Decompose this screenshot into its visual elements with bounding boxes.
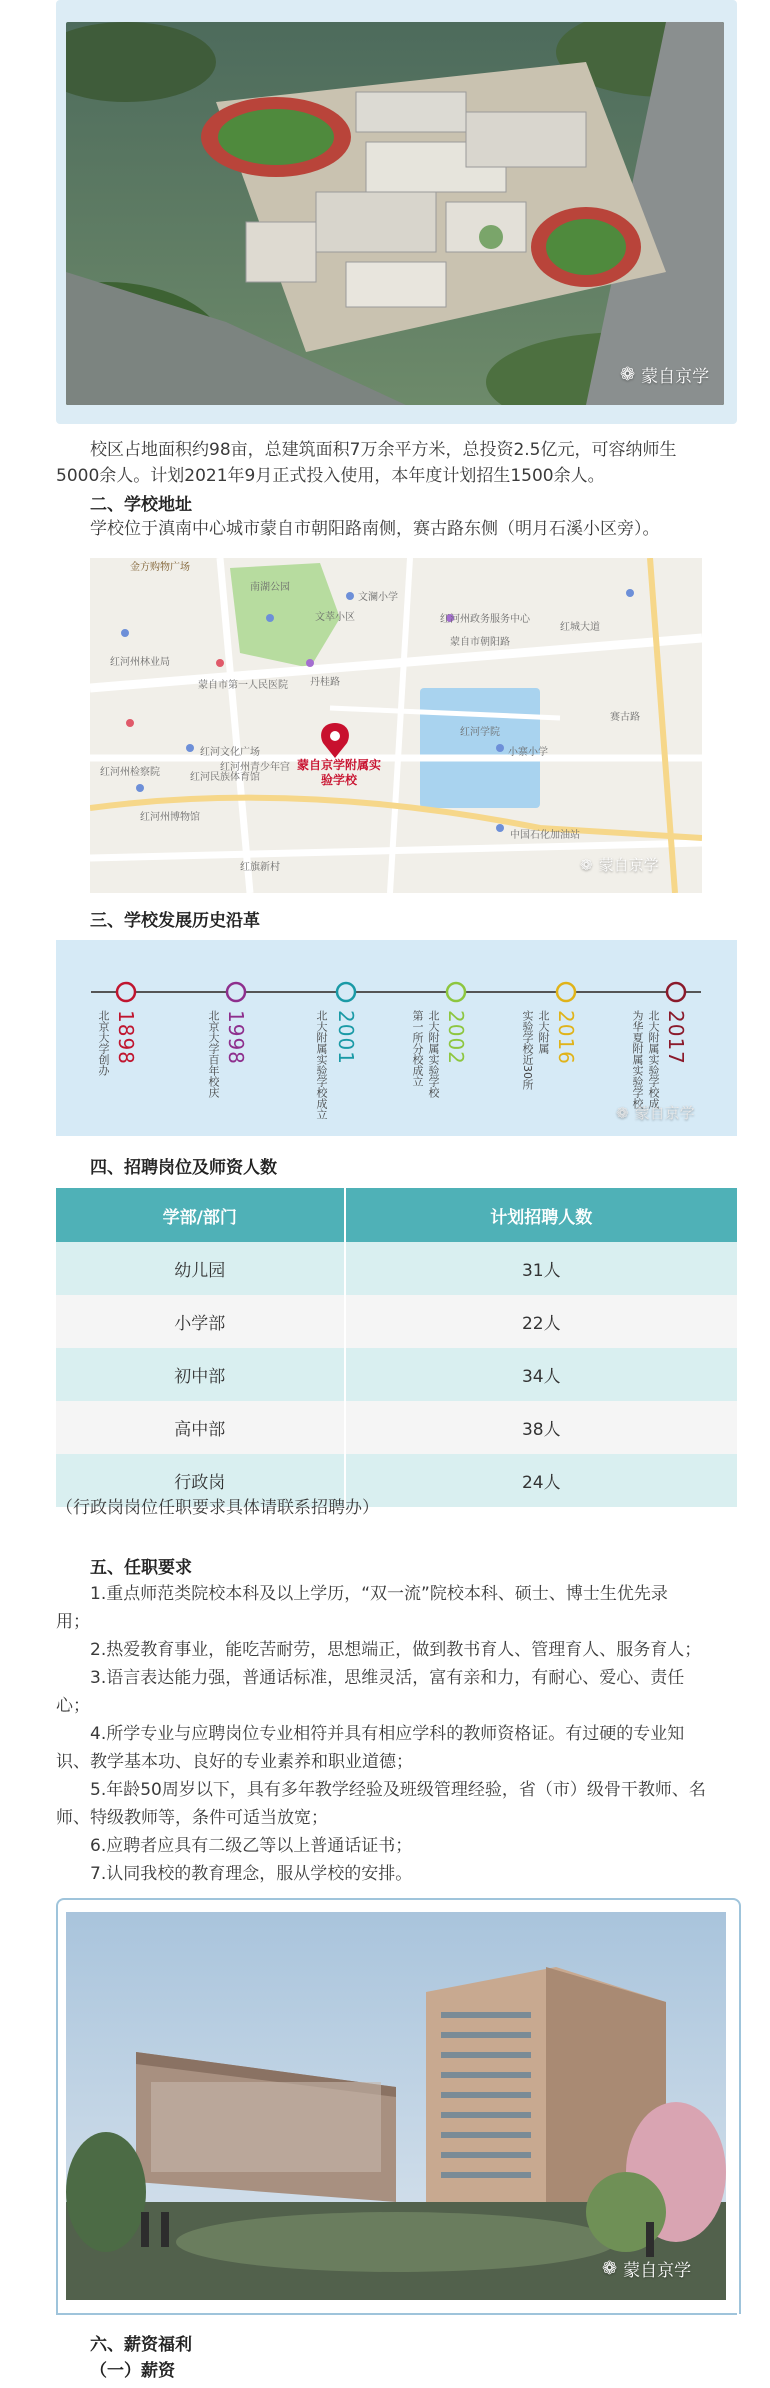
requirement-line: 3.语言表达能力强，普通话标准，思维灵活，富有亲和力，有耐心、爱心、责任 bbox=[90, 1668, 685, 1688]
table-cell: 小学部 bbox=[56, 1295, 345, 1348]
wechat-icon: ❁ bbox=[602, 2258, 618, 2279]
table-cell: 行政岗 bbox=[56, 1454, 345, 1507]
timeline-desc: 北大附属实验学校 bbox=[427, 1010, 440, 1098]
timeline-year: 1998 bbox=[224, 1010, 248, 1065]
map-label: 赛古路 bbox=[610, 712, 640, 723]
map-label: 红河学院 bbox=[460, 727, 500, 738]
timeline-desc: 实验学校近30所 bbox=[521, 1010, 534, 1090]
watermark: ❁ 蒙自京学 bbox=[602, 2258, 692, 2281]
requirement-line: 心； bbox=[56, 1696, 90, 1716]
map-label: 红城大道 bbox=[560, 622, 600, 633]
table-header-cell: 学部/部门 bbox=[56, 1188, 345, 1242]
table-cell: 24人 bbox=[345, 1454, 737, 1507]
wechat-icon: ❁ bbox=[580, 855, 593, 874]
intro-paragraph-line-2: 5000余人。计划2021年9月正式投入使用，本年度计划招生1500余人。 bbox=[56, 466, 605, 486]
subsection-heading-salary: （一）薪资 bbox=[90, 2361, 175, 2381]
map-label: 文萃小区 bbox=[315, 612, 355, 623]
requirement-line: 4.所学专业与应聘岗位专业相符并具有相应学科的教师资格证。有过硬的专业知 bbox=[90, 1724, 685, 1744]
intro-paragraph-line-1: 校区占地面积约98亩，总建筑面积7万余平方米，总投资2.5亿元，可容纳师生 bbox=[90, 440, 677, 460]
section-heading-history: 三、学校发展历史沿革 bbox=[90, 911, 260, 931]
address-text: 学校位于滇南中心城市蒙自市朝阳路南侧，赛古路东侧（明月石溪小区旁）。 bbox=[90, 519, 660, 539]
map-label: 丹桂路 bbox=[310, 677, 340, 688]
timeline-desc: 北大附属实验学校成立 bbox=[315, 1010, 328, 1120]
requirement-line: 6.应聘者应具有二级乙等以上普通话证书； bbox=[90, 1836, 413, 1856]
timeline-desc: 北京大学创办 bbox=[97, 1010, 110, 1076]
timeline-year: 1898 bbox=[114, 1010, 138, 1065]
map-label: 中国石化加油站 bbox=[510, 830, 580, 841]
section-heading-address: 二、学校地址 bbox=[90, 495, 192, 515]
map-label: 蒙自市第一人民医院 bbox=[198, 680, 288, 691]
table-row bbox=[56, 1348, 737, 1401]
timeline-year: 2002 bbox=[444, 1010, 468, 1065]
table-row bbox=[56, 1295, 737, 1348]
timeline-desc: 第一所分校成立 bbox=[411, 1010, 424, 1087]
table-cell: 38人 bbox=[345, 1401, 737, 1454]
map-label: 蒙自市朝阳路 bbox=[450, 637, 510, 648]
table-cell: 初中部 bbox=[56, 1348, 345, 1401]
table-note: （行政岗岗位任职要求具体请联系招聘办） bbox=[56, 1498, 379, 1518]
map-label: 红旗新村 bbox=[240, 862, 280, 873]
wechat-icon: ❁ bbox=[616, 1103, 629, 1122]
timeline-desc: 北大附属 bbox=[537, 1010, 550, 1054]
table-cell: 31人 bbox=[345, 1242, 737, 1295]
timeline-desc: 为华夏附属实验学校 bbox=[631, 1010, 644, 1109]
map-label: 红河文化广场 bbox=[200, 747, 260, 758]
timeline-desc: 北京大学百年校庆 bbox=[207, 1010, 220, 1098]
map-label: 南湖公园 bbox=[250, 582, 290, 593]
map-label: 红河州林业局 bbox=[110, 657, 170, 668]
table-row bbox=[56, 1242, 737, 1295]
table-cell: 幼儿园 bbox=[56, 1242, 345, 1295]
requirement-line: 识、教学基本功、良好的专业素养和职业道德； bbox=[56, 1752, 413, 1772]
map-label: 金方购物广场 bbox=[130, 562, 190, 573]
timeline-year: 2001 bbox=[334, 1010, 358, 1065]
requirement-line: 5.年龄50周岁以下，具有多年教学经验及班级管理经验，省（市）级骨干教师、名 bbox=[90, 1780, 706, 1800]
requirement-line: 7.认同我校的教育理念，服从学校的安排。 bbox=[90, 1864, 413, 1884]
wechat-icon: ❁ bbox=[620, 364, 636, 385]
timeline-year: 2016 bbox=[554, 1010, 578, 1065]
watermark: ❁ 蒙自京学 bbox=[620, 364, 710, 387]
section-heading-salary: 六、薪资福利 bbox=[90, 2335, 192, 2355]
table-cell: 22人 bbox=[345, 1295, 737, 1348]
map-label: 红河民族体育馆 bbox=[190, 772, 260, 783]
map-label: 红河州青少年宫 bbox=[220, 762, 290, 773]
requirement-line: 2.热爱教育事业，能吃苦耐劳，思想端正，做到教书育人、管理育人、服务育人； bbox=[90, 1640, 702, 1660]
map-label: 小寨小学 bbox=[508, 747, 548, 758]
table-cell: 高中部 bbox=[56, 1401, 345, 1454]
timeline-year: 2017 bbox=[664, 1010, 688, 1065]
table-header-row bbox=[56, 1188, 737, 1242]
location-map[interactable] bbox=[90, 558, 702, 893]
watermark: ❁ 蒙自京学 bbox=[580, 855, 659, 874]
section-heading-requirements: 五、任职要求 bbox=[90, 1558, 192, 1578]
card-divider bbox=[56, 2313, 737, 2315]
recruitment-table bbox=[56, 1188, 737, 1507]
map-marker-label[interactable]: 蒙自京学附属实 验学校 bbox=[297, 758, 382, 787]
requirement-line: 1.重点师范类院校本科及以上学历，“双一流”院校本科、硕士、博士生优先录 bbox=[90, 1584, 668, 1604]
table-cell: 34人 bbox=[345, 1348, 737, 1401]
map-label: 红河州博物馆 bbox=[140, 812, 200, 823]
campus-aerial-image bbox=[66, 22, 724, 405]
section-heading-positions: 四、招聘岗位及师资人数 bbox=[90, 1158, 277, 1178]
map-label: 文澜小学 bbox=[358, 592, 398, 603]
table-header-cell: 计划招聘人数 bbox=[345, 1188, 737, 1242]
watermark: ❁ 蒙自京学 bbox=[616, 1103, 695, 1122]
school-building-image bbox=[66, 1912, 726, 2300]
timeline-desc: 北大附属实验学校成 bbox=[647, 1010, 660, 1109]
history-timeline bbox=[56, 940, 737, 1136]
table-row bbox=[56, 1401, 737, 1454]
requirement-line: 师、特级教师等，条件可适当放宽； bbox=[56, 1808, 328, 1828]
map-label: 红河州政务服务中心 bbox=[440, 614, 530, 625]
map-label: 红河州检察院 bbox=[100, 767, 160, 778]
requirement-line: 用； bbox=[56, 1612, 90, 1632]
